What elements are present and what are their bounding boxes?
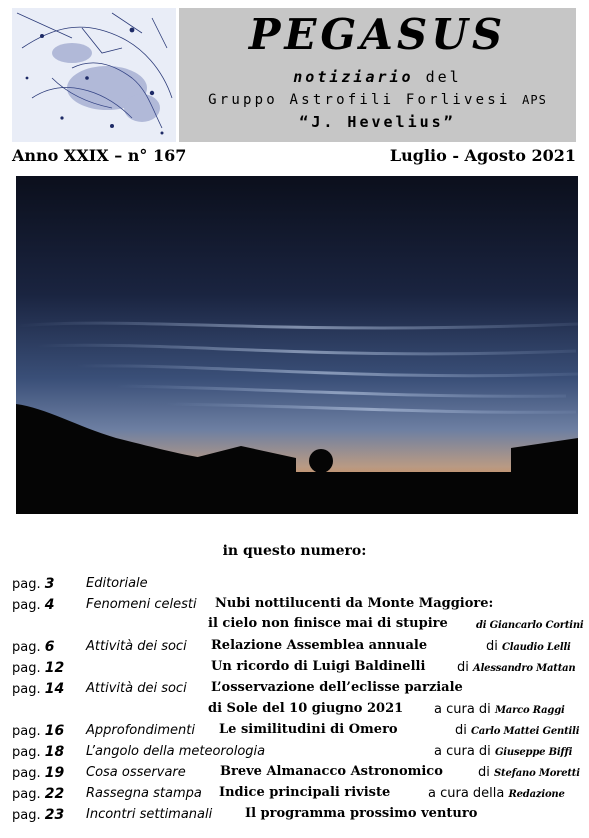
- page-label: [12, 681, 64, 697]
- author-name: Giuseppe Biffi: [494, 747, 573, 758]
- page-number: 12: [44, 660, 65, 676]
- article-author: [455, 723, 579, 738]
- toc-entry[interactable]: [12, 595, 582, 615]
- toc-entry-continuation: [12, 615, 582, 635]
- article-title: L’osservazione dell’eclisse parziale: [211, 680, 463, 695]
- author-prefix: a cura di: [434, 702, 491, 717]
- author-name: Redazione: [508, 789, 565, 800]
- toc-entry[interactable]: [12, 658, 582, 678]
- author-prefix: di: [455, 723, 467, 738]
- group-line: [179, 92, 576, 108]
- pag-text: pag.: [12, 598, 41, 613]
- page-number: 23: [44, 807, 65, 823]
- toc-entry-continuation: [12, 700, 582, 720]
- author-name: Carlo Mattei Gentili: [471, 726, 580, 737]
- page-number: 3: [44, 576, 55, 592]
- article-author: [478, 765, 580, 780]
- pag-text: pag.: [12, 766, 41, 781]
- page-number: 16: [44, 723, 65, 739]
- article-title: di Sole del 10 giugno 2021: [208, 701, 404, 716]
- page-label: [12, 660, 64, 676]
- page-number: 4: [44, 597, 55, 613]
- article-title: Le similitudini di Omero: [219, 722, 398, 737]
- pag-text: pag.: [12, 640, 41, 655]
- group-name: “J. Hevelius”: [299, 113, 456, 131]
- page-label: [12, 786, 64, 802]
- masthead-title: PEGASUS: [248, 10, 507, 59]
- section-name: Fenomeni celesti: [86, 597, 197, 612]
- article-title: Indice principali riviste: [219, 785, 391, 800]
- page-number: 22: [44, 786, 65, 802]
- page-number: 19: [44, 765, 65, 781]
- cover-photo-noctilucent-clouds: [16, 176, 578, 514]
- section-name: Cosa osservare: [86, 765, 186, 780]
- article-title: Relazione Assemblea annuale: [211, 638, 428, 653]
- toc-entry[interactable]: [12, 742, 582, 762]
- page-number: 18: [44, 744, 65, 760]
- toc-entry[interactable]: [12, 805, 582, 825]
- article-title: Il programma prossimo venturo: [245, 806, 478, 821]
- issue-date: Luglio - Agosto 2021: [389, 146, 576, 165]
- contents-heading: in questo numero:: [222, 543, 367, 559]
- article-title: Nubi nottilucenti da Monte Maggiore:: [215, 596, 494, 611]
- pag-text: pag.: [12, 724, 41, 739]
- toc-entry[interactable]: [12, 574, 582, 594]
- section-name: Rassegna stampa: [86, 786, 202, 801]
- author-name: Claudio Lelli: [502, 642, 571, 653]
- group-label: Gruppo Astrofili Forlivesi: [208, 92, 523, 108]
- page-label: [12, 597, 55, 613]
- section-name: Attività dei soci: [86, 639, 187, 654]
- issue-number: Anno XXIX – n° 167: [12, 146, 187, 165]
- pag-text: pag.: [12, 577, 41, 592]
- toc-entry[interactable]: [12, 679, 582, 699]
- page-number: 6: [44, 639, 55, 655]
- masthead: [12, 8, 576, 142]
- article-author: [457, 660, 576, 675]
- toc-entry[interactable]: [12, 763, 582, 783]
- author-prefix: a cura della: [428, 786, 505, 801]
- pag-text: pag.: [12, 787, 41, 802]
- article-author: [434, 702, 565, 717]
- author-name: Stefano Moretti: [494, 768, 580, 779]
- section-name: L’angolo della meteorologia: [86, 744, 266, 759]
- author-name: di Giancarlo Cortini: [476, 620, 584, 631]
- masthead-subtitle: [179, 68, 576, 86]
- subtitle-newsletter: notiziario: [293, 68, 414, 86]
- article-author: [434, 744, 572, 759]
- subtitle-del: del: [413, 68, 462, 86]
- pag-text: pag.: [12, 682, 41, 697]
- pag-text: pag.: [12, 661, 41, 676]
- page-label: [12, 723, 64, 739]
- article-title: Breve Almanacco Astronomico: [220, 764, 443, 779]
- author-prefix: di: [486, 639, 498, 654]
- author-prefix: di: [457, 660, 469, 675]
- page-label: [12, 576, 55, 592]
- pegasus-constellation-illustration: [12, 8, 176, 142]
- section-name: Editoriale: [86, 576, 148, 591]
- article-author: [486, 639, 571, 654]
- page-label: [12, 744, 64, 760]
- toc-entry[interactable]: [12, 784, 582, 804]
- section-name: Approfondimenti: [86, 723, 195, 738]
- page-label: [12, 639, 55, 655]
- author-name: Alessandro Mattan: [473, 663, 576, 674]
- page-label: [12, 765, 64, 781]
- author-prefix: di: [478, 765, 490, 780]
- page-number: 14: [44, 681, 65, 697]
- author-prefix: a cura di: [434, 744, 491, 759]
- page-label: [12, 807, 64, 823]
- author-name: Marco Raggi: [494, 705, 565, 716]
- group-aps: APS: [522, 93, 547, 107]
- article-title: il cielo non finisce mai di stupire: [208, 616, 448, 631]
- pag-text: pag.: [12, 808, 41, 823]
- section-name: Attività dei soci: [86, 681, 187, 696]
- section-name: Incontri settimanali: [86, 807, 213, 822]
- toc-entry[interactable]: [12, 721, 582, 741]
- title-box: [179, 8, 576, 142]
- article-author: [476, 617, 584, 632]
- pag-text: pag.: [12, 745, 41, 760]
- article-title: Un ricordo di Luigi Baldinelli: [211, 659, 426, 674]
- article-author: [428, 786, 565, 801]
- toc-entry[interactable]: [12, 637, 582, 657]
